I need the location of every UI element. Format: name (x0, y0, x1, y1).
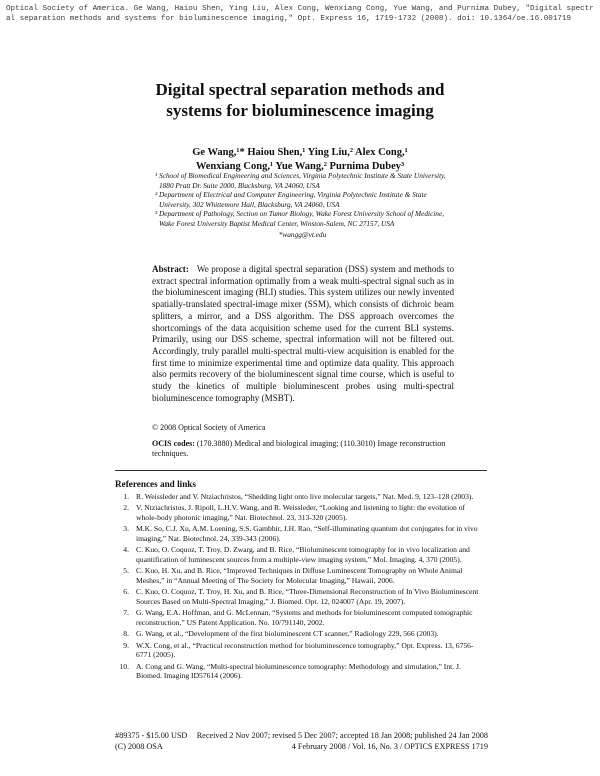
reference-text: M.K. So, C.J. Xu, A.M. Loening, S.S. Gambhir, J.H. Rao, “Self-illuminating quantum dot conjugates for in vivo imaging,” Nat. Biotechnol. 24, 339-343 (2006). (136, 524, 478, 543)
section-divider (115, 470, 487, 471)
reference-number: 7. (123, 608, 129, 618)
reference-number: 4. (123, 545, 129, 555)
abstract-text: We propose a digital spectral separation (DSS) system and methods to extract spectral information optimally from a weak multi-spectral signal such as in the bioluminescent imaging (BLI) studies. This system utilizes our newly invented spatially-translated spectral-image mixer (SSM), which consists of dichroic beam splitters, a mirror, and a DSS algorithm. The DSS approach overcomes the shortcomings of the data acquisition scheme used for the current BLI systems. Primarily, using our DSS scheme, spectral information will not be filtered out. Accordingly, truly parallel multi-spectral multi-view acquisition is enabled for the first time to minimize experimental time and optimize data quality. This approach also permits recovery of the bioluminescent signal time course, which is useful to study the kinetics of multiple bioluminescent probes using multi-spectral bioluminescence tomography (MSBT). (152, 264, 454, 403)
reference-text: C. Kuo, H. Xu, and B. Rice, “Improved Techniques in Diffuse Luminescent Tomography on Whole Animal Meshes,” in “Annual Meeting of The Society for Molecular Imaging,” Hawaii, 2006. (136, 566, 463, 585)
reference-number: 1. (123, 492, 129, 501)
references-heading: References and links (115, 479, 196, 489)
affiliation-1: ¹ School of Biomedical Engineering and Sciences, Virginia Polytechnic Institute & State University, 1880 Pratt Dr. Suite 2000, Blacksburg, VA 24060, USA (155, 171, 446, 190)
reference-number: 6. (123, 587, 129, 597)
reference-number: 3. (123, 524, 129, 534)
page-footer (115, 731, 488, 752)
citation-header: Optical Society of America. Ge Wang, Haiou Shen, Ying Liu, Alex Cong, Wenxiang Cong, Yue Wang, and Purnima Dubey, "Digital spectral separation methods and systems for bioluminescence imaging," Opt. Express 16, 1719-1732 (2008). doi: 10.1364/oe.16.001719 (6, 5, 594, 24)
reference-text: W.X. Cong, et al., “Practical reconstruction method for bioluminescence tomography,” Opt. Express. 13, 6756-6771 (2005). (136, 640, 474, 660)
reference-number: 9. (123, 640, 129, 650)
reference-text: C. Kuo, O. Coquoz, T. Troy, H. Xu, and B. Rice, “Three-Dimensional Reconstruction of In Vivo Bioluminescent Sources Based on Multi-Spectral Imaging,” J. Biomed. Opt. 12, 024007 (Apr. 19, 2007). (136, 587, 479, 606)
footer-row-top (115, 731, 488, 742)
reference-text: R. Weissleder and V. Ntziachristos, “Shedding light onto live molecular targets,” Nat. Med. 9, 123–128 (2003). (136, 492, 474, 501)
reference-number: 10. (119, 661, 129, 671)
affiliations (155, 171, 450, 239)
reference-item (115, 641, 488, 660)
affiliation-3: ³ Department of Pathology, Section on Tumor Biology, Wake Forest University School of Medicine, Wake Forest University Baptist Medical Center, Winston-Salem, NC 27157, USA (155, 209, 445, 228)
reference-item (115, 545, 488, 564)
paper-title (90, 79, 510, 121)
reference-text: G. Wang, et al., “Development of the first bioluminescent CT scanner,” Radiology 229, 566 (2003). (136, 629, 439, 639)
paper-title-line-1: Digital spectral separation methods and (155, 80, 445, 99)
ocis-label: OCIS codes: (152, 439, 195, 448)
reference-list (115, 492, 488, 683)
reference-item (115, 587, 488, 606)
reference-number: 8. (123, 629, 129, 639)
affiliation-2: ² Department of Electrical and Computer Engineering, Virginia Polytechnic Institute & State University, 302 Whittemore Hall, Blacksburg, VA 24060, USA (155, 190, 427, 209)
reference-text: C. Kuo, O. Coquoz, T. Troy, D. Zwarg, and B. Rice, “Bioluminescent tomography for in vivo localization and quantification of luminescent sources from a multiple-view imaging system,” Mol. Imaging. 4, 370 (2005). (136, 545, 470, 564)
reference-item (115, 492, 488, 502)
ocis-text: (170.3880) Medical and biological imaging; (110.3010) Image reconstruction techniques. (152, 439, 446, 459)
reference-item (115, 629, 488, 639)
footer-journal: 4 February 2008 / Vol. 16, No. 3 / OPTICS EXPRESS 1719 (291, 741, 488, 751)
footer-dates: Received 2 Nov 2007; revised 5 Dec 2007; accepted 18 Jan 2008; published 24 Jan 2008 (196, 731, 488, 740)
reference-item (115, 524, 488, 543)
reference-number: 5. (123, 566, 129, 576)
footer-osa: (C) 2008 OSA (115, 741, 163, 751)
paper-title-line-2: systems for bioluminescence imaging (166, 101, 434, 120)
footer-price: #89375 - $15.00 USD (115, 731, 188, 740)
footer-row-bottom (115, 742, 488, 753)
copyright-notice: © 2008 Optical Society of America (152, 423, 266, 432)
reference-text: G. Wang, E.A. Hoffman, and G. McLennan, “Systems and methods for bioluminescent computed tomographic reconstruction,” US Patent Application. No. 10/791140, 2002. (136, 608, 473, 627)
authors-line-1: Ge Wang,¹* Haiou Shen,¹ Ying Liu,² Alex Cong,¹ (192, 147, 408, 158)
reference-text: A. Cong and G. Wang, “Multi-spectral bioluminescence tomography: Methodology and simulation,” Int. J. Biomed. Imaging ID57614 (2006). (136, 661, 461, 681)
ocis-codes (152, 439, 454, 460)
author-list (150, 146, 450, 174)
authors-line-2: Wenxiang Cong,¹ Yue Wang,² Purnima Dubey³ (195, 161, 405, 172)
reference-text: V. Ntziachristos, J. Ripoll, L.H.V. Wang, and R. Weissleder, “Looking and listening to light: the evolution of whole-body photonic imaging,” Nat. Biotechnol. 23, 313-320 (2005). (136, 503, 466, 522)
reference-item (115, 662, 488, 681)
reference-item (115, 503, 488, 522)
reference-item (115, 566, 488, 585)
reference-number: 2. (123, 503, 129, 513)
abstract (152, 264, 454, 404)
abstract-label: Abstract: (152, 264, 189, 274)
reference-item (115, 608, 488, 627)
corresponding-email[interactable]: *wangg@vt.edu (278, 229, 327, 239)
